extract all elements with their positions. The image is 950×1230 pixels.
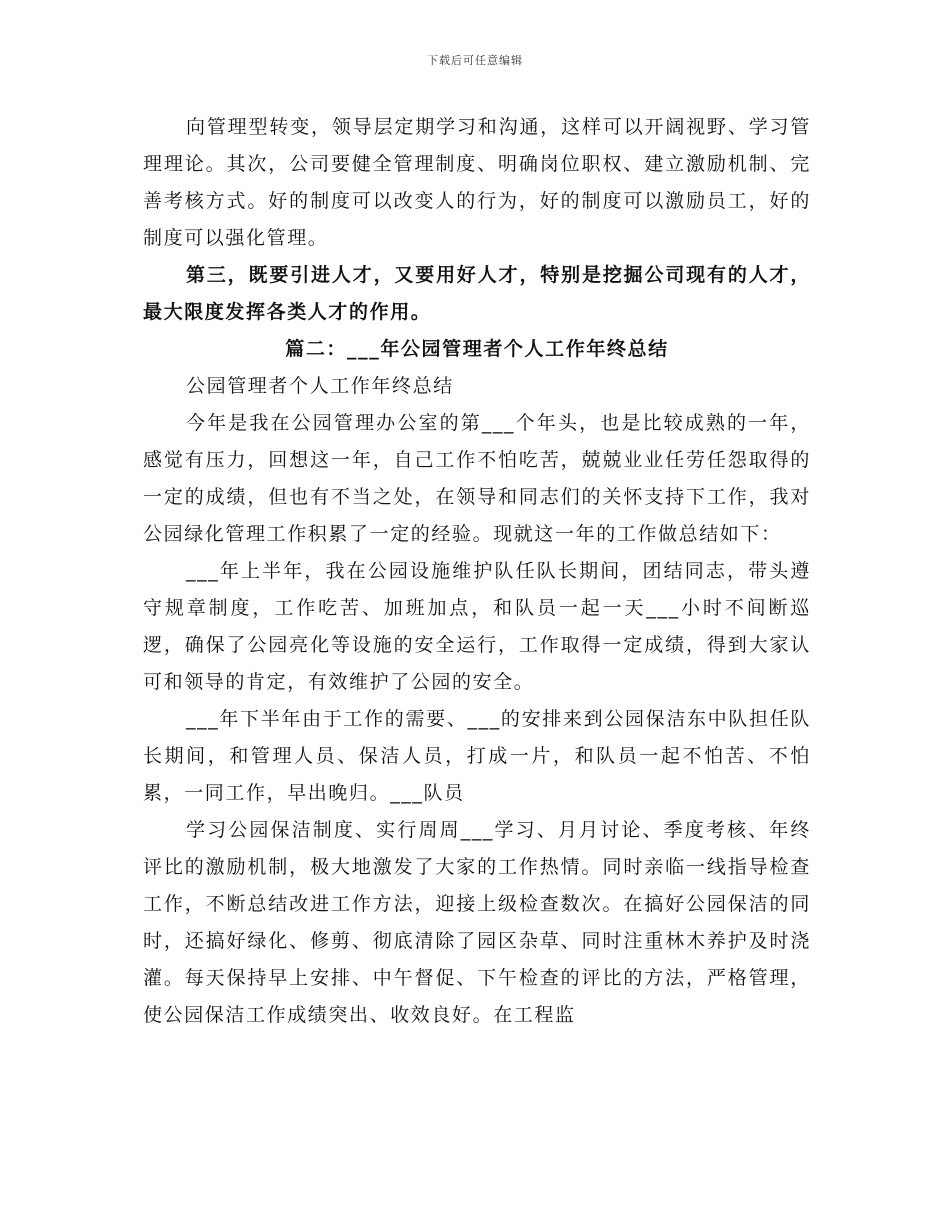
paragraph-intro: 今年是我在公园管理办公室的第___个年头，也是比较成熟的一年，感觉有压力，回想这一年，自己工作不怕吃苦，兢兢业业任劳任怨取得的一定的成绩，但也有不当之处，在领导和同志们的关怀支持下工作，我对公园绿化管理工作积累了一定的经验。现就这一年的工作做总结如下： <box>143 412 811 545</box>
document-body <box>143 109 811 1034</box>
paragraph-second-half-year: ___年下半年由于工作的需要、___的安排来到公园保洁东中队担任队长期间，和管理人员、保洁人员，打成一片，和队员一起不怕苦、不怕累，一同工作，早出晚归。___队员 <box>143 708 811 804</box>
paragraph-talent-point: 第三，既要引进人才，又要用好人才，特别是挖掘公司现有的人才，最大限度发挥各类人才的作用。 <box>143 264 811 323</box>
paragraph-cleaning-system: 学习公园保洁制度、实行周周___学习、月月讨论、季度考核、年终评比的激励机制，极大地激发了大家的工作热情。同时亲临一线指导检查工作，不断总结改进工作方法，迎接上级检查数次。在搞好公园保洁的同时，还搞好绿化、修剪、彻底清除了园区杂草、同时注重林木养护及时浇灌。每天保持早上安排、中午督促、下午检查的评比的方法，严格管理，使公园保洁工作成绩突出、收效良好。在工程监 <box>143 819 811 1026</box>
paragraph-first-half-year: ___年上半年，我在公园设施维护队任队长期间，团结同志，带头遵守规章制度，工作吃苦、加班加点，和队员一起一天___小时不间断巡逻，确保了公园亮化等设施的安全运行，工作取得一定成绩，得到大家认可和领导的肯定，有效维护了公园的安全。 <box>143 560 811 693</box>
section-title: 篇二：___年公园管理者个人工作年终总结 <box>285 338 669 360</box>
paragraph-management-shift: 向管理型转变，领导层定期学习和沟通，这样可以开阔视野、学习管理理论。其次，公司要健全管理制度、明确岗位职权、建立激励机制、完善考核方式。好的制度可以改变人的行为，好的制度可以激励员工，好的制度可以强化管理。 <box>143 116 811 249</box>
header-note: 下载后可任意编辑 <box>427 54 523 67</box>
subtitle: 公园管理者个人工作年终总结 <box>186 375 454 397</box>
